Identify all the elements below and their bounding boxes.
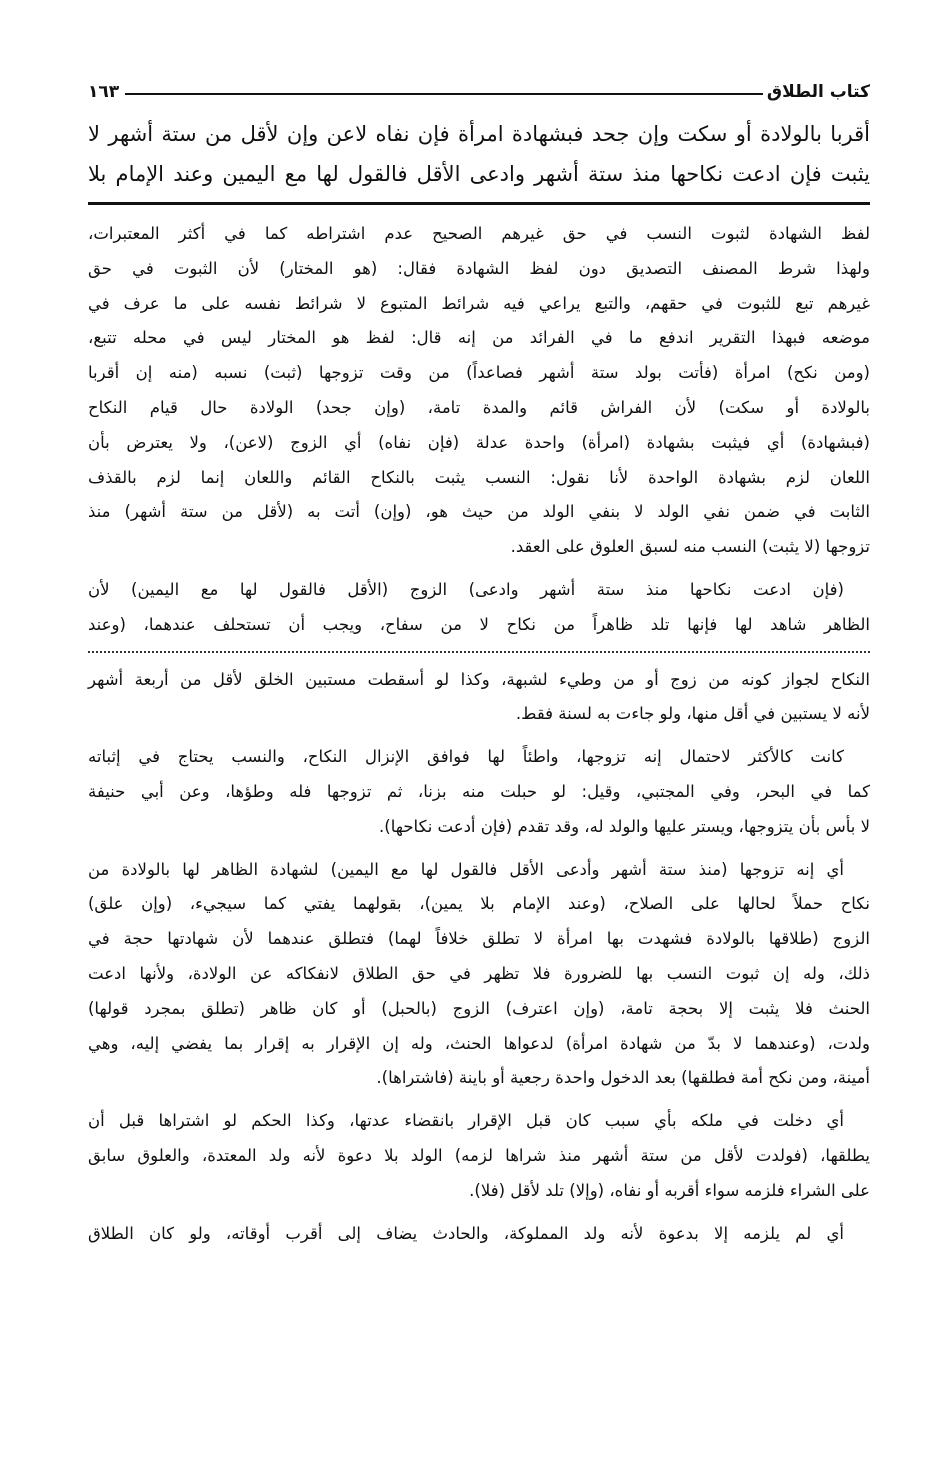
commentary-line: أمينة، ومن نكح أمة فطلقها) بعد الدخول واحدة رجعية أو باينة (فاشتراها). xyxy=(376,1068,870,1088)
commentary-line: لأنه لا يستبين في أقل منها، ولو جاءت به لسنة فقط. xyxy=(515,704,870,724)
commentary-paragraph xyxy=(88,573,870,643)
commentary xyxy=(88,217,870,1251)
main-text xyxy=(88,114,870,194)
commentary-line: كما في البحر، وفي المجتبي، وقيل: لو حبلت منه بزنا، ثم تزوجها فله وطؤها، وعن أبي حنيفة xyxy=(88,781,870,801)
dotted-separator xyxy=(88,651,870,653)
page-number: ١٦٣ xyxy=(88,82,120,102)
commentary-line: كانت كالأكثر لاحتمال إنه تزوجها، واطئاً لها فوافق الإنزال النكاح، والنسب يحتاج في إثباته xyxy=(88,747,844,767)
header-rule xyxy=(125,93,763,95)
commentary-line: ولدت، (وعندهما لا بدّ من شهادة امرأة) لدعواها الحنث، وله إن الإقرار به إقرار بما يفضي إليه، وهي xyxy=(88,1033,870,1053)
commentary-line: غيرهم تبع للثبوت في حقهم، والتبع يراعي فيه شرائط المتبوع لا شرائط نفسه على ما عرف في xyxy=(88,293,870,313)
commentary-paragraph xyxy=(88,1217,870,1252)
running-header xyxy=(88,72,870,102)
main-text-line: أقربا بالولادة أو سكت وإن جحد فبشهادة امرأة فإن نفاه لاعن وإن لأقل من ستة أشهر لا xyxy=(88,122,870,146)
commentary-paragraph xyxy=(88,853,870,1097)
commentary-line: الزوج (طلاقها بالولادة فشهدت بها امرأة لا تطلق خلافاً لهما) فتطلق عندهما لأن شهادتها حجة في xyxy=(88,929,870,949)
commentary-line: الظاهر شاهد لها فإنها تلد ظاهراً من نكاح لا من سفاح، ويجب أن تستحلف عندهما، (وعند xyxy=(88,614,870,634)
separator-rule xyxy=(88,202,870,205)
commentary-line: أي لم يلزمه إلا بدعوة لأنه ولد المملوكة، والحادث يضاف إلى أقرب أوقاته، ولو كان الطلاق xyxy=(88,1223,844,1243)
commentary-line: (فبشهادة) أي فيثبت بشهادة (امرأة) واحدة عدلة (فإن نفاه) أي الزوج (لاعن)، ولا يعترض بأن xyxy=(88,432,870,452)
commentary-line: أي إنه تزوجها (منذ ستة أشهر وأدعى الأقل فالقول لها مع اليمين) لشهادة الظاهر لها بالولادة من xyxy=(88,859,844,879)
commentary-line: (فإن ادعت نكاحها منذ ستة أشهر وادعى) الزوج (الأقل فالقول لها مع اليمين) لأن xyxy=(88,579,844,599)
commentary-line: النكاح لجواز كونه من زوج أو من وطيء لشبهة، وكذا لو أسقطت مستبين الخلق لأقل من أربعة أشهر xyxy=(88,669,870,689)
commentary-line: الحنث فلا يثبت إلا بحجة تامة، (وإن اعترف) الزوج (بالحبل) أو كان ظاهر (تطلق بمجرد قولها) xyxy=(88,998,870,1018)
chapter-title: كتاب الطلاق xyxy=(766,82,870,102)
commentary-paragraph xyxy=(88,663,870,733)
commentary-line: ذلك، وله إن ثبوت النسب بها للضرورة فلا تظهر في حق الطلاق لانفكاكه عن الولادة، ولأنها ادعت xyxy=(88,963,870,983)
commentary-line: نكاح حملاً لحالها على الصلاح، (وعند الإمام بلا يمين)، بقولهما يفتي كما سيجيء، (وإن علق) xyxy=(88,894,870,914)
commentary-line: على الشراء فلزمه سواء أقربه أو نفاه، (وإلا) تلد لأقل (فلا). xyxy=(469,1180,870,1200)
commentary-paragraph xyxy=(88,740,870,844)
commentary-line: بالولادة أو سكت) لأن الفراش قائم والمدة تامة، (وإن جحد) الولادة حال قيام النكاح xyxy=(88,397,870,417)
commentary-line: تزوجها (لا يثبت) النسب منه لسبق العلوق على العقد. xyxy=(510,537,870,557)
commentary-paragraph xyxy=(88,217,870,565)
commentary-line: أي دخلت في ملكه بأي سبب كان قبل الإقرار بانقضاء عدتها، وكذا الحكم لو اشتراها قبل أن xyxy=(88,1111,844,1131)
commentary-paragraph xyxy=(88,1104,870,1208)
book-page xyxy=(88,72,870,1259)
commentary-line: يطلقها، (فولدت لأقل من ستة أشهر منذ شراها لزمه) الولد بلا دعوة لأنه ولد المعتدة، والعلوق سابق xyxy=(88,1145,870,1165)
commentary-line: لا بأس بأن يتزوجها، ويستر عليها والولد له، وقد تقدم (فإن أدعت نكاحها). xyxy=(379,816,870,836)
main-text-line: يثبت فإن ادعت نكاحها منذ ستة أشهر وادعى الأقل فالقول لها مع اليمين وعند الإمام بلا xyxy=(88,162,870,186)
commentary-line: (ومن نكح) امرأة (فأتت بولد ستة أشهر فصاعداً) من وقت تزوجها (ثبت) نسبه (منه إن أقربا xyxy=(88,363,870,383)
commentary-line: لفظ الشهادة لثبوت النسب في حق غيرهم الصحيح عدم اشتراطه كما في أكثر المعتبرات، xyxy=(88,224,870,243)
commentary-line: اللعان لزم بشهادة الواحدة لأنا نقول: النسب يثبت بالنكاح القائم واللعان إنما لزم بالقذف xyxy=(88,467,870,487)
commentary-line: الثابت في ضمن نفي الولد لا بنفي الولد من حيث هو، (وإن) أتت به (لأقل من ستة أشهر) منذ xyxy=(88,502,870,522)
commentary-line: ولهذا شرط المصنف التصديق دون لفظ الشهادة فقال: (هو المختار) لأن الثبوت في حق xyxy=(88,258,870,278)
commentary-line: موضعه فبهذا التقرير اندفع ما في الفرائد من إنه قال: لفظ هو المختار ليس في محله تتبع، xyxy=(88,328,870,348)
